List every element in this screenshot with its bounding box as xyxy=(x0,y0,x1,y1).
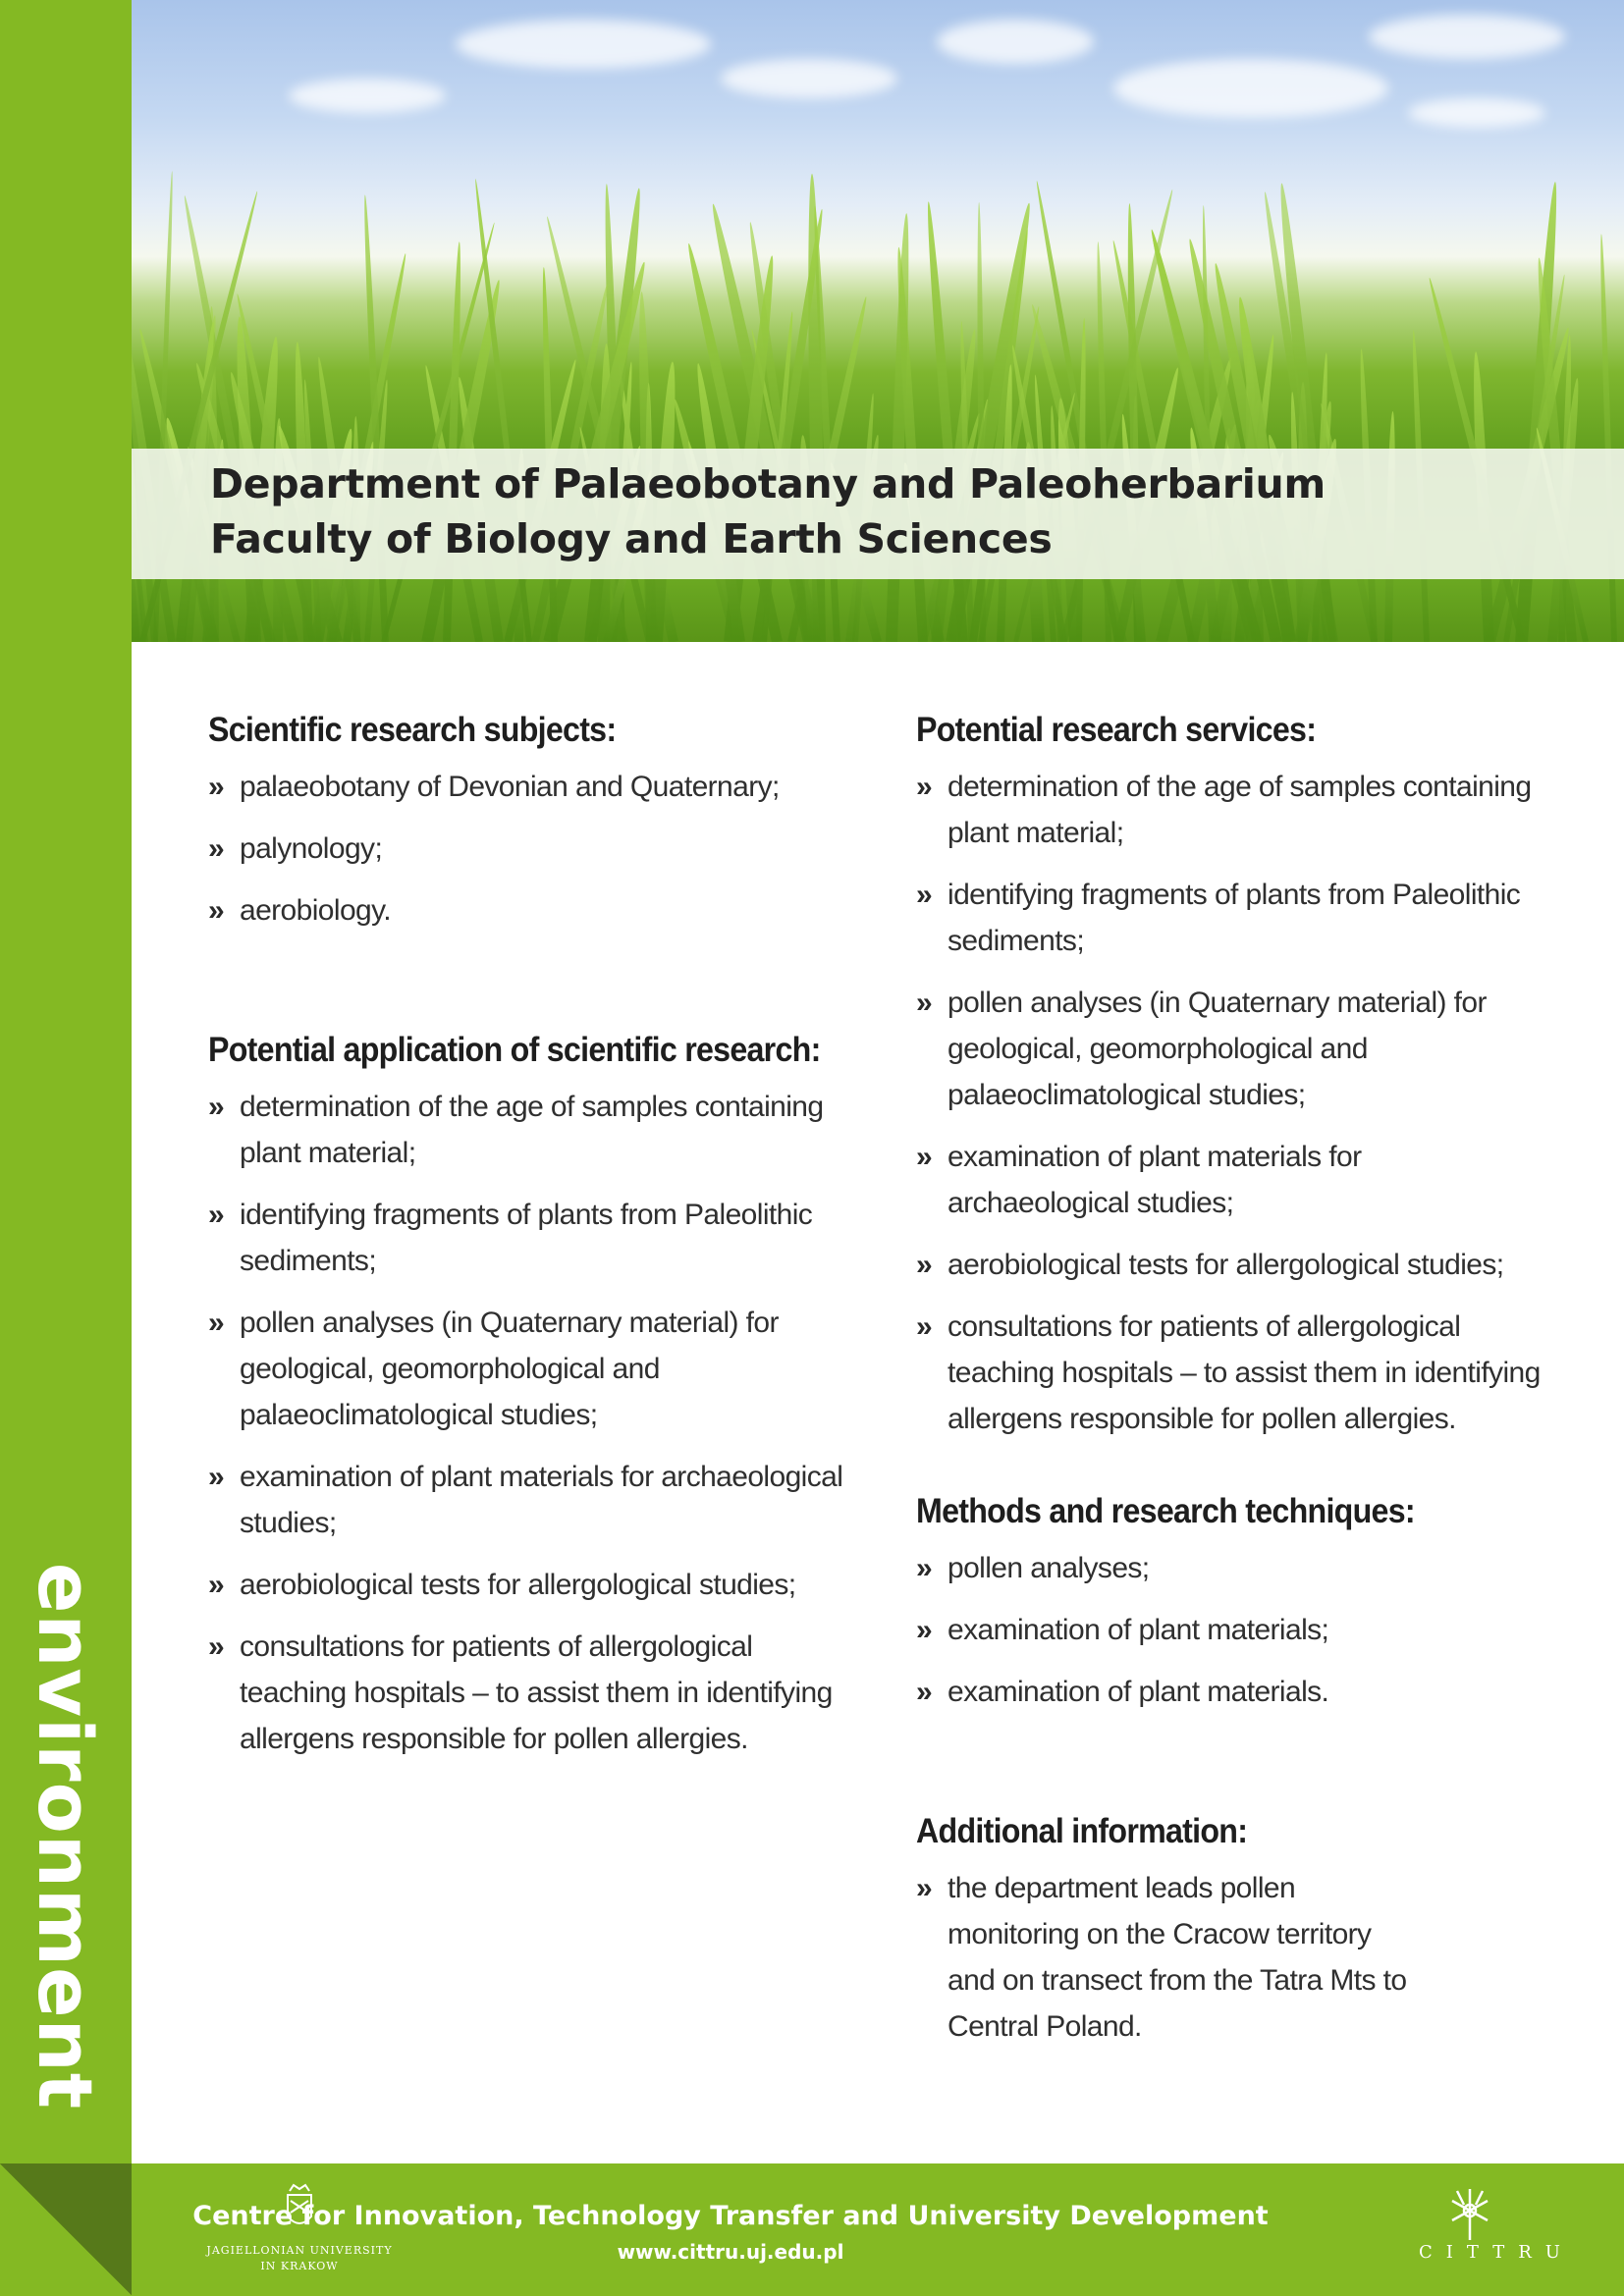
list-item-text: determination of the age of samples containing plant material; xyxy=(240,1091,824,1169)
bullet-marker: » xyxy=(916,1141,933,1173)
bullet-marker: » xyxy=(916,1872,933,1904)
bullet-marker: » xyxy=(916,987,933,1019)
bullet-list xyxy=(208,1084,846,1762)
bullet-list xyxy=(916,1865,1407,2050)
bullet-marker: » xyxy=(208,771,225,803)
section-heading: Methods and research techniques: xyxy=(916,1492,1415,1530)
grass-blade xyxy=(1598,234,1617,642)
bullet-marker: » xyxy=(916,771,933,803)
bullet-marker: » xyxy=(916,1614,933,1646)
title-band xyxy=(132,449,1624,579)
list-item-text: determination of the age of samples containing plant material; xyxy=(947,771,1532,849)
section-research-subjects xyxy=(208,711,846,949)
list-item-text: palynology; xyxy=(240,832,383,865)
corner-triangle xyxy=(0,2163,132,2296)
section-additional-info xyxy=(916,1812,1407,2065)
list-item-text: identifying fragments of plants from Paleolithic sediments; xyxy=(240,1199,813,1277)
list-item-text: pollen analyses (in Quaternary material) for geological, geomorphological and palaeoclimatological studies; xyxy=(240,1307,779,1431)
list-item xyxy=(208,826,846,872)
section-heading: Potential application of scientific research: xyxy=(208,1031,821,1069)
bullet-marker: » xyxy=(916,1676,933,1708)
list-item xyxy=(916,1669,1544,1715)
bullet-list xyxy=(916,764,1544,1442)
sidebar-category xyxy=(2,1562,130,2109)
category-label: environment xyxy=(22,1562,110,2109)
list-item xyxy=(916,1304,1544,1442)
bullet-marker: » xyxy=(208,1307,225,1339)
list-item-text: palaeobotany of Devonian and Quaternary; xyxy=(240,771,780,803)
list-item xyxy=(208,1454,846,1546)
section-heading: Potential research services: xyxy=(916,711,1317,749)
list-item-text: consultations for patients of allergological teaching hospitals – to assist them in identifying allergens responsible for pollen allergies. xyxy=(947,1310,1541,1435)
bullet-marker: » xyxy=(916,879,933,911)
list-item xyxy=(916,1242,1544,1288)
uj-name-line2: IN KRAKOW xyxy=(260,2260,339,2272)
section-heading: Scientific research subjects: xyxy=(208,711,617,749)
list-item-text: examination of plant materials; xyxy=(947,1614,1329,1646)
footer-centre-name: Centre for Innovation, Technology Transfer and University Development xyxy=(192,2201,1269,2231)
cittru-logo xyxy=(1398,2183,1595,2281)
footer xyxy=(132,2163,1624,2296)
list-item-text: examination of plant materials for archaeological studies; xyxy=(947,1141,1362,1219)
list-item xyxy=(208,1300,846,1438)
cittru-wordmark: CITTRU xyxy=(1419,2242,1574,2263)
section-heading: Additional information: xyxy=(916,1812,1248,1850)
bullet-marker: » xyxy=(208,1630,225,1663)
bullet-marker: » xyxy=(208,832,225,865)
list-item xyxy=(916,980,1544,1118)
section-applications xyxy=(208,1031,846,1778)
list-item-text: examination of plant materials for archaeological studies; xyxy=(240,1461,843,1539)
section-methods xyxy=(916,1492,1544,1731)
list-item-text: pollen analyses; xyxy=(947,1552,1150,1584)
bullet-marker: » xyxy=(208,1091,225,1123)
bullet-marker: » xyxy=(208,1461,225,1493)
list-item-text: pollen analyses (in Quaternary material) for geological, geomorphological and palaeoclimatological studies; xyxy=(947,987,1487,1111)
list-item-text: examination of plant materials. xyxy=(947,1676,1329,1708)
list-item xyxy=(208,764,846,810)
bullet-marker: » xyxy=(916,1552,933,1584)
list-item-text: identifying fragments of plants from Paleolithic sediments; xyxy=(947,879,1521,957)
list-item xyxy=(916,872,1544,964)
footer-website-link[interactable]: www.cittru.uj.edu.pl xyxy=(617,2240,844,2264)
bullet-list xyxy=(916,1545,1544,1715)
list-item-text: consultations for patients of allergological teaching hospitals – to assist them in identifying allergens responsible for pollen allergies. xyxy=(240,1630,833,1755)
list-item xyxy=(208,1084,846,1176)
list-item xyxy=(208,1624,846,1762)
list-item xyxy=(208,1562,846,1608)
list-item-text: aerobiological tests for allergological studies; xyxy=(240,1569,796,1601)
list-item xyxy=(916,1545,1544,1591)
bullet-marker: » xyxy=(208,1199,225,1231)
section-research-services xyxy=(916,711,1544,1458)
list-item-text: aerobiological tests for allergological studies; xyxy=(947,1249,1504,1281)
page-subtitle: Faculty of Biology and Earth Sciences xyxy=(210,515,1053,562)
bullet-list xyxy=(208,764,846,934)
list-item-text: aerobiology. xyxy=(240,894,392,927)
bullet-marker: » xyxy=(916,1310,933,1343)
cittru-star-icon xyxy=(1398,2183,1595,2242)
bullet-marker: » xyxy=(208,1569,225,1601)
list-item xyxy=(916,1865,1407,2050)
sidebar-band xyxy=(0,0,132,2296)
list-item xyxy=(208,887,846,934)
list-item xyxy=(208,1192,846,1284)
page-title: Department of Palaeobotany and Paleoherbarium xyxy=(210,460,1326,507)
bullet-marker: » xyxy=(916,1249,933,1281)
bullet-marker: » xyxy=(208,894,225,927)
list-item xyxy=(916,1607,1544,1653)
uj-name-line1: JAGIELLONIAN UNIVERSITY xyxy=(206,2244,393,2257)
list-item xyxy=(916,1134,1544,1226)
list-item xyxy=(916,764,1544,856)
list-item-text: the department leads pollen monitoring on the Cracow territory and on transect from the Tatra Mts to Central Poland. xyxy=(947,1872,1407,2043)
